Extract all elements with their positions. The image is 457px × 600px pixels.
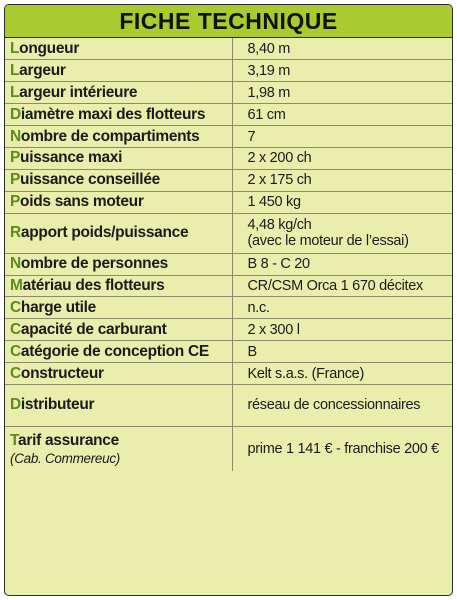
table-row <box>5 38 452 60</box>
row-value: 2 x 300 l <box>232 319 452 341</box>
row-value: prime 1 141 € - franchise 200 € <box>247 441 439 458</box>
row-value: 1,98 m <box>232 82 452 104</box>
table-row <box>5 297 452 319</box>
row-label-note: (Cab. Commereuc) <box>10 451 120 467</box>
table-row <box>5 341 452 363</box>
row-label: Largeur intérieure <box>5 82 232 104</box>
table-row <box>5 384 452 426</box>
row-label: Catégorie de conception CE <box>5 341 232 363</box>
table-row <box>5 191 452 213</box>
row-value: réseau de concessionnaires <box>232 384 452 426</box>
table-row <box>5 319 452 341</box>
row-label: Poids sans moteur <box>5 191 232 213</box>
row-label: Puissance maxi <box>5 147 232 169</box>
row-value: 61 cm <box>232 104 452 126</box>
row-label: Puissance conseillée <box>5 169 232 191</box>
row-value: CR/CSM Orca 1 670 décitex <box>232 275 452 297</box>
row-label: Distributeur <box>5 384 232 426</box>
table-row <box>5 126 452 148</box>
table-row <box>5 426 452 471</box>
table-row <box>5 104 452 126</box>
table-row <box>5 213 452 253</box>
spec-sheet <box>4 4 453 596</box>
row-label: Capacité de carburant <box>5 319 232 341</box>
row-label: Rapport poids/puissance <box>5 213 232 253</box>
row-value-line1: 4,48 kg/ch <box>247 217 312 234</box>
row-value: 2 x 175 ch <box>232 169 452 191</box>
table-row <box>5 275 452 297</box>
row-value-line2: (avec le moteur de l’essai) <box>247 233 409 250</box>
row-value: 1 450 kg <box>232 191 452 213</box>
row-label: Largeur <box>5 60 232 82</box>
row-value: 7 <box>232 126 452 148</box>
row-label: Nombre de personnes <box>5 253 232 275</box>
row-value <box>232 213 452 253</box>
row-value: B <box>232 341 452 363</box>
row-value: B 8 - C 20 <box>232 253 452 275</box>
table-row <box>5 147 452 169</box>
row-value: n.c. <box>232 297 452 319</box>
row-value: Kelt s.a.s. (France) <box>232 363 452 385</box>
table-row <box>5 60 452 82</box>
row-label: Matériau des flotteurs <box>5 275 232 297</box>
row-label: Constructeur <box>5 363 232 385</box>
row-label: Longueur <box>5 38 232 60</box>
spec-table <box>5 38 452 471</box>
row-value: 8,40 m <box>232 38 452 60</box>
row-label: Charge utile <box>5 297 232 319</box>
table-row <box>5 169 452 191</box>
row-label: Tarif assurance (Cab. Commereuc) <box>5 426 232 471</box>
row-value: 2 x 200 ch <box>232 147 452 169</box>
row-label: Diamètre maxi des flotteurs <box>5 104 232 126</box>
table-row <box>5 253 452 275</box>
row-label: Nombre de compartiments <box>5 126 232 148</box>
sheet-title: FICHE TECHNIQUE <box>5 5 452 38</box>
table-row <box>5 82 452 104</box>
row-value: 3,19 m <box>232 60 452 82</box>
table-row <box>5 363 452 385</box>
